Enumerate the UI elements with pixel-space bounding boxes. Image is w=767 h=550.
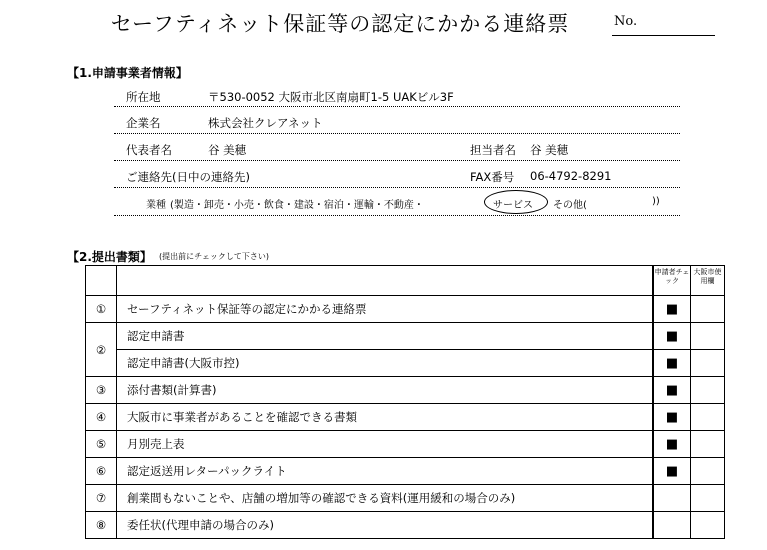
number-field[interactable] [612, 35, 715, 36]
row-number: ④ [86, 404, 117, 431]
applicant-check-box[interactable]: ■ [653, 350, 691, 377]
applicant-check-box[interactable]: ■ [653, 431, 691, 458]
representative-value[interactable]: 谷 美穂 [208, 143, 247, 157]
table-row [86, 485, 725, 512]
osaka-use-cell [691, 485, 725, 512]
industry-options: (製造・卸売・小売・飲食・建設・宿泊・運輸・不動産・ [170, 200, 424, 211]
table-header-cell [117, 266, 654, 296]
divider [114, 106, 680, 107]
divider [114, 160, 680, 161]
table-row [86, 404, 725, 431]
osaka-use-cell [691, 296, 725, 323]
section1-heading: 【1.申請事業者情報】 [67, 66, 188, 80]
table-row [86, 296, 725, 323]
row-document-name: 委任状(代理申請の場合のみ) [117, 512, 654, 539]
number-label: No. [614, 14, 638, 29]
section2-heading: 【2.提出書類】 [67, 250, 152, 264]
section2-note: (提出前にチェックして下さい) [159, 252, 270, 261]
divider [114, 215, 680, 216]
table-row [86, 512, 725, 539]
contact-person-value[interactable]: 谷 美穂 [530, 143, 569, 157]
applicant-check-header: 申請者チェック [653, 266, 691, 296]
applicant-check-box[interactable]: ■ [653, 377, 691, 404]
row-document-name: 添付書類(計算書) [117, 377, 654, 404]
applicant-check-box[interactable]: ■ [653, 404, 691, 431]
row-document-name: 認定申請書 [117, 323, 654, 350]
row-number: ⑥ [86, 458, 117, 485]
row-document-name: 月別売上表 [117, 431, 654, 458]
industry-label: 業種 [146, 200, 166, 211]
row-document-name: 認定返送用レターパックライト [117, 458, 654, 485]
address-label: 所在地 [126, 90, 161, 104]
applicant-check-box[interactable] [653, 485, 691, 512]
osaka-use-cell [691, 404, 725, 431]
row-document-name: セーフティネット保証等の認定にかかる連絡票 [117, 296, 654, 323]
row-number: ⑧ [86, 512, 117, 539]
row-number: ② [86, 323, 117, 377]
address-value[interactable]: 〒530-0052 大阪市北区南扇町1-5 UAKビル3F [208, 90, 454, 104]
table-row [86, 431, 725, 458]
osaka-use-cell [691, 377, 725, 404]
table-header-row [86, 266, 725, 296]
industry-close: )) [652, 196, 660, 207]
industry-selected[interactable]: サービス [493, 200, 533, 211]
row-document-name: 認定申請書(大阪市控) [117, 350, 654, 377]
osaka-use-header: 大阪市使用欄 [691, 266, 725, 296]
divider [114, 187, 680, 188]
row-document-name: 創業間もないことや、店舗の増加等の確認できる資料(運用緩和の場合のみ) [117, 485, 654, 512]
row-document-name: 大阪市に事業者があることを確認できる書類 [117, 404, 654, 431]
contact-person-label: 担当者名 [470, 143, 516, 157]
fax-label: FAX番号 [470, 170, 515, 184]
documents-table [85, 265, 725, 539]
row-number: ① [86, 296, 117, 323]
applicant-check-box[interactable] [653, 512, 691, 539]
row-number: ③ [86, 377, 117, 404]
company-label: 企業名 [126, 116, 161, 130]
osaka-use-cell [691, 458, 725, 485]
page-title: セーフティネット保証等の認定にかかる連絡票 [110, 12, 570, 36]
table-row [86, 323, 725, 350]
table-row [86, 377, 725, 404]
representative-label: 代表者名 [126, 143, 172, 157]
company-value[interactable]: 株式会社クレアネット [208, 116, 323, 130]
osaka-use-cell [691, 512, 725, 539]
applicant-check-box[interactable]: ■ [653, 458, 691, 485]
osaka-use-cell [691, 350, 725, 377]
osaka-use-cell [691, 323, 725, 350]
applicant-check-box[interactable]: ■ [653, 296, 691, 323]
osaka-use-cell [691, 431, 725, 458]
row-number: ⑦ [86, 485, 117, 512]
divider [114, 133, 680, 134]
row-number: ⑤ [86, 431, 117, 458]
fax-value[interactable]: 06-4792-8291 [530, 169, 612, 183]
applicant-check-box[interactable]: ■ [653, 323, 691, 350]
table-row [86, 458, 725, 485]
table-row [86, 350, 725, 377]
phone-label: ご連絡先(日中の連絡先) [126, 170, 250, 184]
table-header-cell [86, 266, 117, 296]
industry-other: その他( [553, 200, 587, 211]
